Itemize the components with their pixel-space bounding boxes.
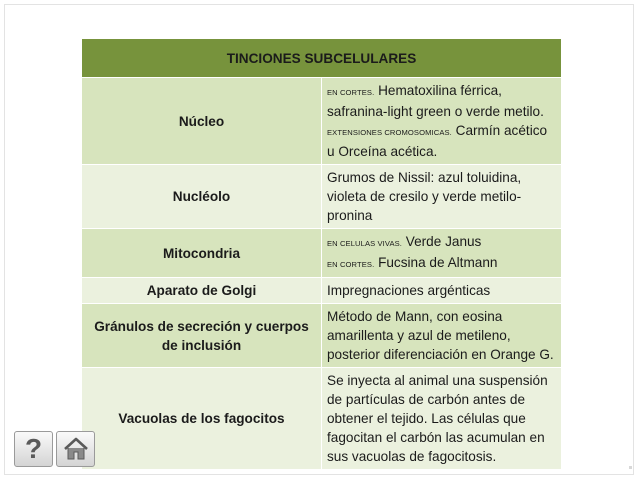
stain-line bbox=[327, 232, 556, 253]
stain-description bbox=[322, 229, 562, 278]
structure-name: Gránulos de secreción y cuerpos de inclusión bbox=[82, 304, 322, 368]
stain-text: Carmín acético u Orceína acética. bbox=[327, 123, 548, 159]
table-row bbox=[82, 165, 562, 229]
structure-name: Vacuolas de los fagocitos bbox=[82, 368, 322, 470]
table-row bbox=[82, 304, 562, 368]
stain-description bbox=[322, 304, 562, 368]
stain-description bbox=[322, 78, 562, 165]
slide-edge-mark bbox=[629, 466, 632, 469]
stain-text: Hematoxilina férrica, safranina-light green o verde metilo. bbox=[327, 83, 544, 119]
structure-name: Aparato de Golgi bbox=[82, 278, 322, 304]
table-title: TINCIONES SUBCELULARES bbox=[82, 39, 562, 78]
help-button[interactable] bbox=[14, 431, 53, 467]
table-row bbox=[82, 278, 562, 304]
stain-text: Impregnaciones argénticas bbox=[327, 283, 491, 298]
stain-text: Verde Janus bbox=[405, 234, 482, 249]
stain-line bbox=[327, 253, 556, 274]
table-row bbox=[82, 78, 562, 165]
question-mark-icon: ? bbox=[24, 433, 43, 464]
structure-name: Nucléolo bbox=[82, 165, 322, 229]
stain-description bbox=[322, 368, 562, 470]
stain-text: Método de Mann, con eosina amarillenta y azul de metileno, posterior diferenciación en Orange G. bbox=[327, 309, 554, 362]
stain-context: EN CORTES. bbox=[327, 88, 375, 97]
stain-text: Fucsina de Altmann bbox=[378, 255, 498, 270]
stain-line bbox=[327, 121, 556, 161]
stain-text: Se inyecta al animal una suspensión de partículas de carbón antes de obtener el tejido. Las células que fagocitan el carbón las acumulan en sus vacuolas de fagocitosis. bbox=[327, 373, 548, 464]
stain-context: EN CELULAS VIVAS. bbox=[327, 239, 402, 248]
home-icon bbox=[63, 437, 89, 461]
stain-description bbox=[322, 165, 562, 229]
stain-line bbox=[327, 81, 556, 121]
stain-description bbox=[322, 278, 562, 304]
stains-table bbox=[81, 38, 562, 470]
structure-name: Núcleo bbox=[82, 78, 322, 165]
home-button[interactable] bbox=[56, 431, 95, 467]
table-row bbox=[82, 229, 562, 278]
stain-context: EN CORTES. bbox=[327, 260, 375, 269]
stain-text: Grumos de Nissil: azul toluidina, violeta de cresilo y verde metilo-pronina bbox=[327, 170, 522, 223]
table-row bbox=[82, 368, 562, 470]
stain-context: EXTENSIONES CROMOSOMICAS. bbox=[327, 128, 452, 137]
structure-name: Mitocondria bbox=[82, 229, 322, 278]
